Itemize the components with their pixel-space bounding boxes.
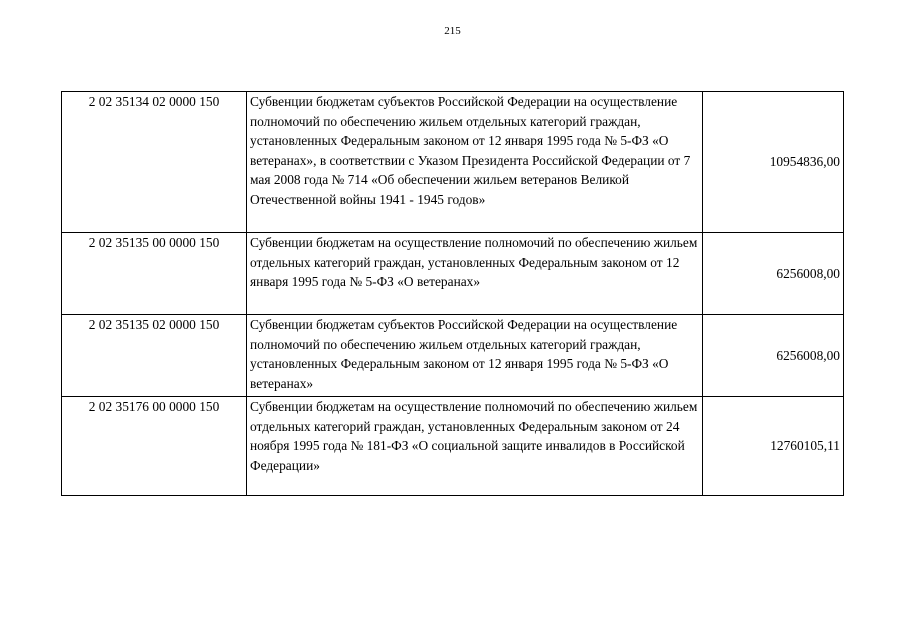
- classification-code: 2 02 35176 00 0000 150: [62, 397, 247, 496]
- table-row: [62, 233, 844, 315]
- amount: 12760105,11: [703, 397, 844, 496]
- table-row: [62, 315, 844, 397]
- amount: 6256008,00: [703, 315, 844, 397]
- revenue-description: Субвенции бюджетам субъектов Российской Федерации на осуществление полномочий по обеспечению жильем отдельных категорий граждан, установленных Федеральным законом от 12 января 1995 года № 5-ФЗ «О ветеранах»: [247, 315, 703, 397]
- classification-code: 2 02 35135 02 0000 150: [62, 315, 247, 397]
- revenue-description: Субвенции бюджетам на осуществление полномочий по обеспечению жильем отдельных категорий граждан, установленных Федеральным законом от 24 ноября 1995 года № 181-ФЗ «О социальной защите инвалидов в Российской Федерации»: [247, 397, 703, 496]
- classification-code: 2 02 35134 02 0000 150: [62, 92, 247, 233]
- table-row: [62, 92, 844, 233]
- revenue-description: Субвенции бюджетам на осуществление полномочий по обеспечению жильем отдельных категорий граждан, установленных Федеральным законом от 12 января 1995 года № 5-ФЗ «О ветеранах»: [247, 233, 703, 315]
- revenue-description: Субвенции бюджетам субъектов Российской Федерации на осуществление полномочий по обеспечению жильем отдельных категорий граждан, установленных Федеральным законом от 12 января 1995 года № 5-ФЗ «О ветеранах», в соответствии с Указом Президента Российской Федерации от 7 мая 2008 года № 714 «Об обеспечении жильем ветеранов Великой Отечественной войны 1941 - 1945 годов»: [247, 92, 703, 233]
- amount: 10954836,00: [703, 92, 844, 233]
- budget-table: [61, 91, 844, 496]
- amount: 6256008,00: [703, 233, 844, 315]
- classification-code: 2 02 35135 00 0000 150: [62, 233, 247, 315]
- table-row: [62, 397, 844, 496]
- page-number: 215: [444, 25, 461, 37]
